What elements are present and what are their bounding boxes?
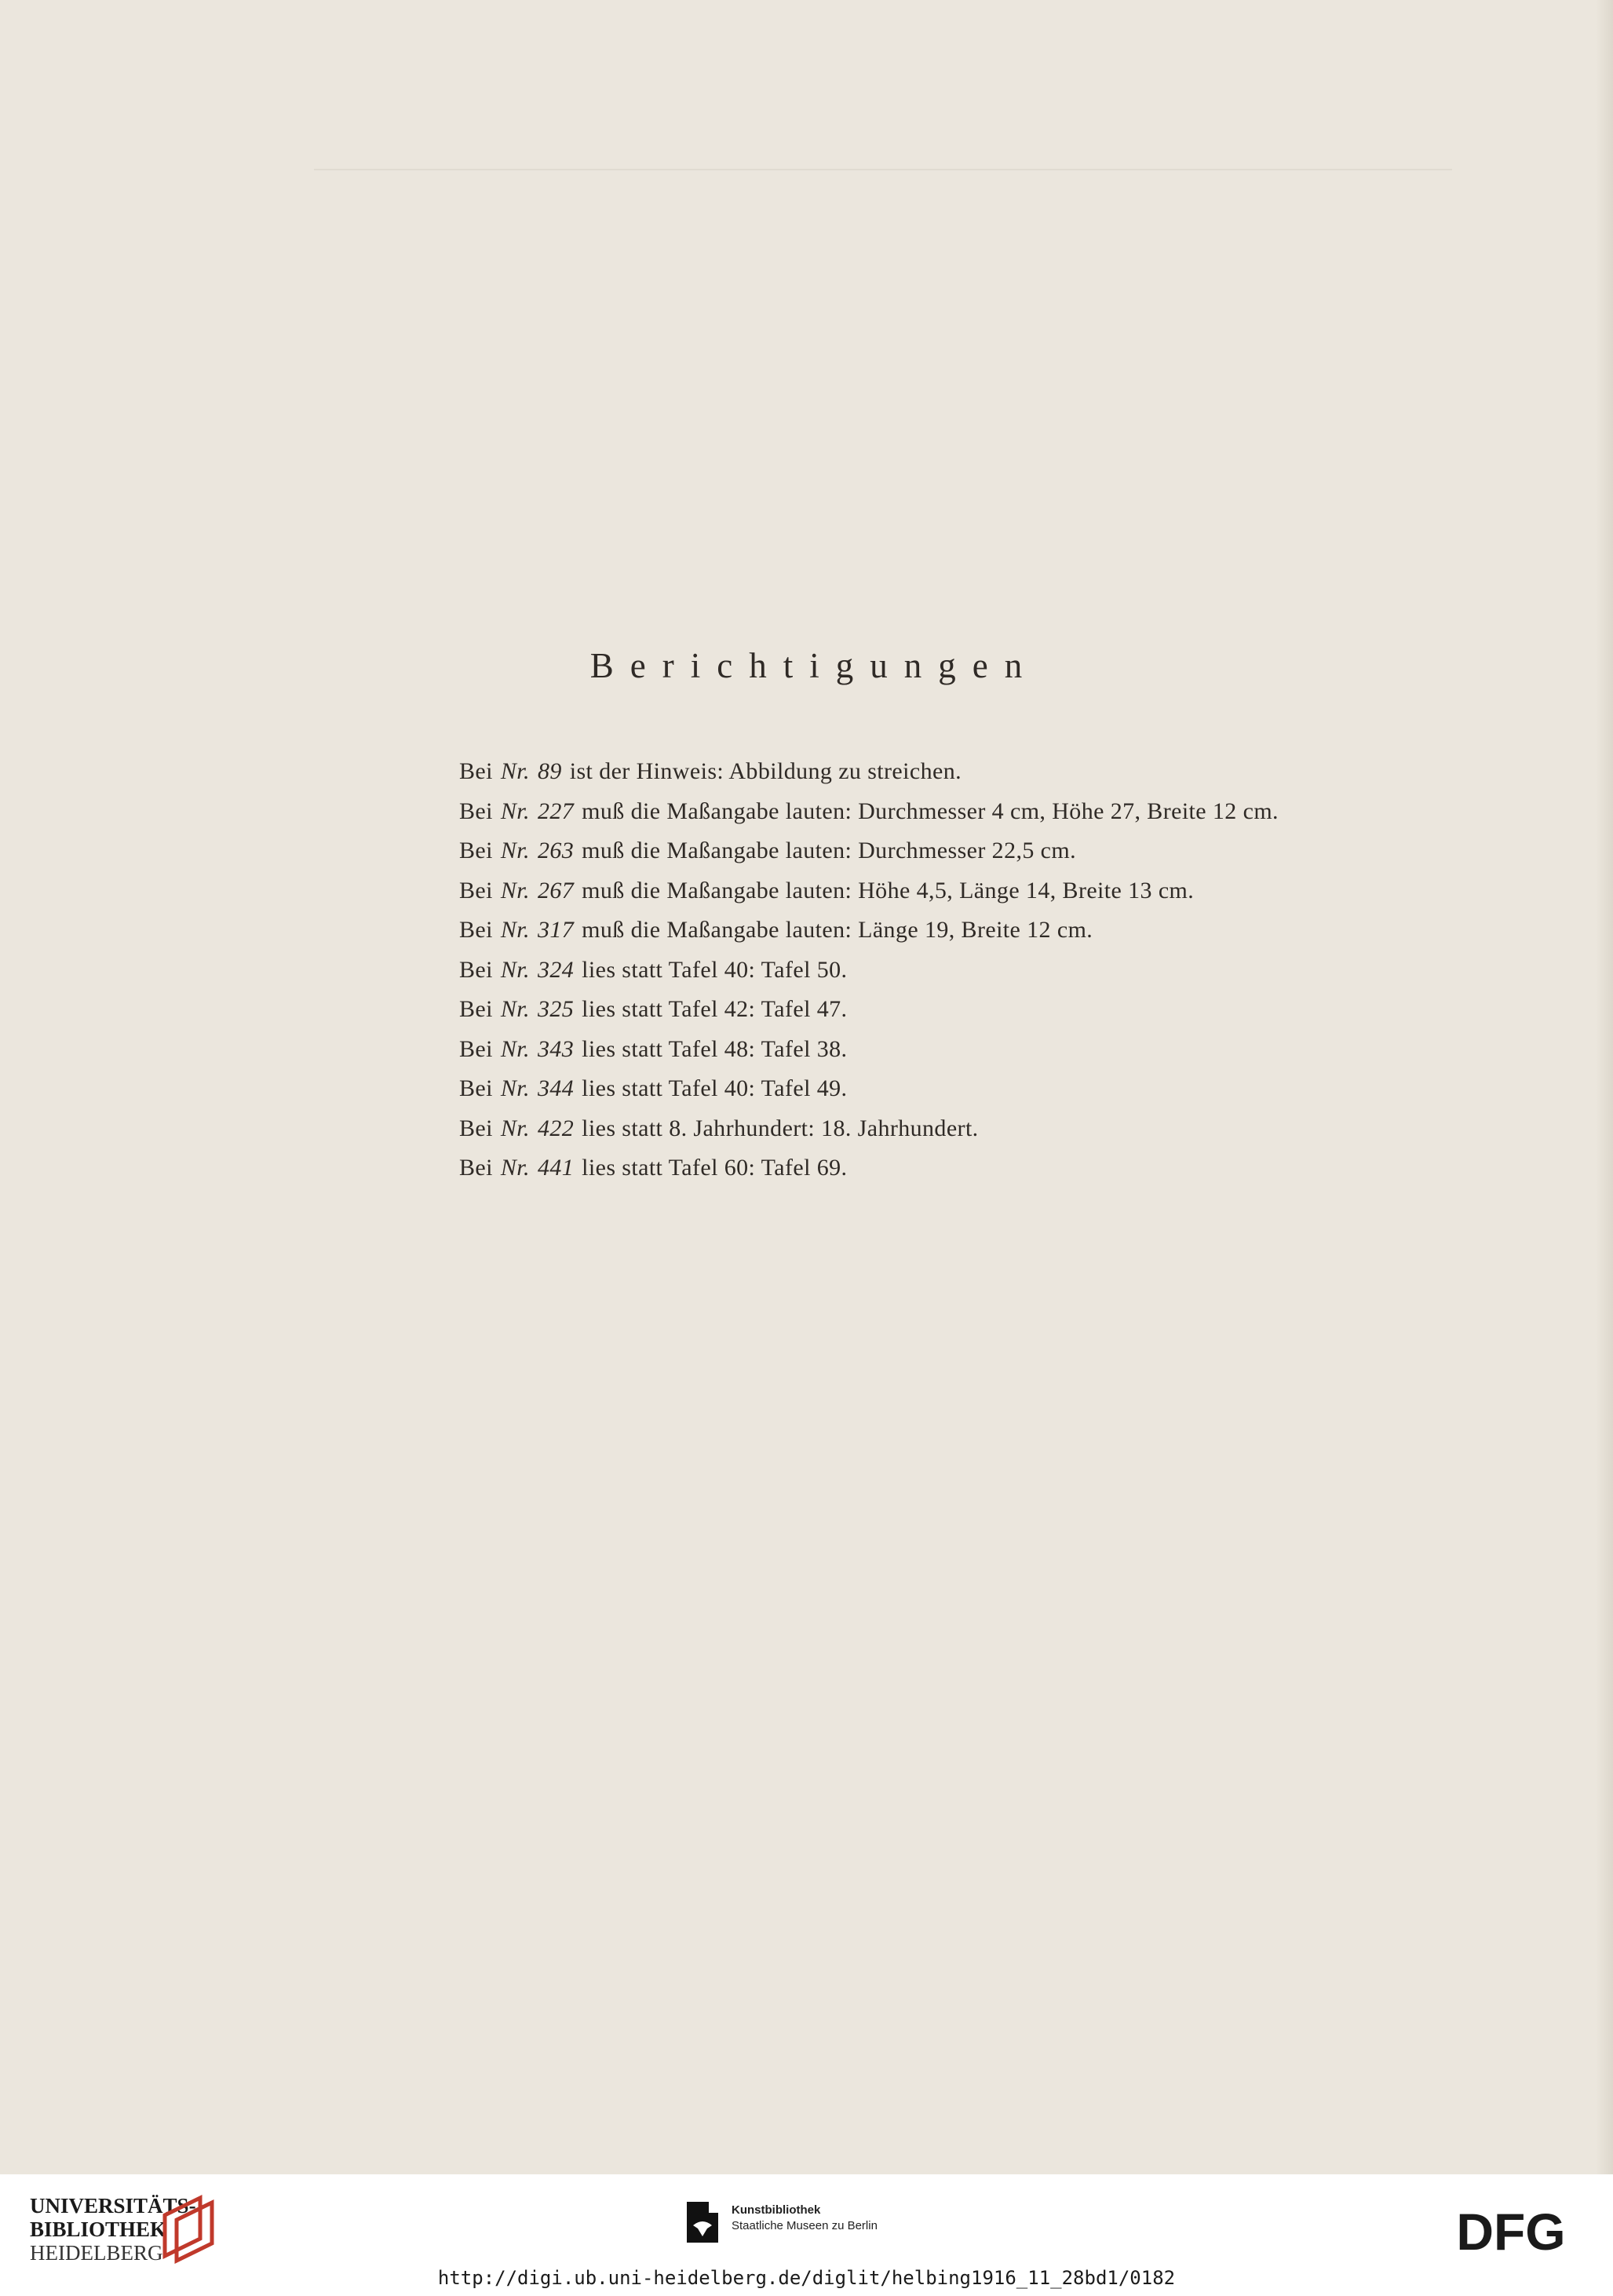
entry-prefix: Bei — [459, 1035, 493, 1062]
entry-prefix: Bei — [459, 1075, 493, 1101]
dfg-logo-icon[interactable] — [1432, 2206, 1589, 2256]
page-title: Berichtigungen — [589, 646, 1039, 686]
entry-number: 227 — [537, 798, 575, 824]
entry-prefix: Bei — [459, 798, 493, 824]
entry-text: lies statt Tafel 40: Tafel 50. — [582, 956, 848, 983]
correction-entry — [459, 1109, 1279, 1149]
entry-prefix: Bei — [459, 996, 493, 1022]
entry-nr-label: Nr. — [500, 956, 530, 983]
entry-text: lies statt Tafel 42: Tafel 47. — [582, 996, 848, 1022]
entry-nr-label: Nr. — [500, 1035, 530, 1062]
correction-entry — [459, 1030, 1279, 1070]
ub-line-1: UNIVERSITÄTS- — [30, 2194, 196, 2218]
correction-entry — [459, 792, 1279, 832]
entry-number: 267 — [537, 877, 575, 903]
entry-nr-label: Nr. — [500, 1115, 530, 1141]
dfg-logo-text: DFG — [1456, 2206, 1566, 2256]
correction-entry — [459, 1148, 1279, 1188]
kb-line-2: Staatliche Museen zu Berlin — [732, 2219, 878, 2232]
kunstbibliothek-wordmark[interactable] — [732, 2203, 878, 2234]
entry-nr-label: Nr. — [500, 798, 530, 824]
entry-text: muß die Maßangabe lauten: Durchmesser 4 cm, Höhe 27, Breite 12 cm. — [582, 798, 1279, 824]
entry-number: 263 — [537, 838, 575, 863]
correction-entry — [459, 1069, 1279, 1109]
entry-text: muß die Maßangabe lauten: Länge 19, Breite 12 cm. — [582, 917, 1093, 943]
entry-nr-label: Nr. — [500, 917, 530, 943]
entry-prefix: Bei — [459, 877, 493, 903]
entry-prefix: Bei — [459, 758, 493, 784]
entry-nr-label: Nr. — [500, 1155, 530, 1181]
entry-prefix: Bei — [459, 917, 493, 943]
entry-number: 317 — [537, 917, 575, 943]
entry-text: ist der Hinweis: Abbildung zu streichen. — [569, 758, 962, 784]
kunstbibliothek-eagle-icon[interactable] — [687, 2202, 718, 2243]
entry-number: 324 — [537, 956, 575, 983]
correction-entry — [459, 752, 1279, 792]
entry-nr-label: Nr. — [500, 1075, 530, 1101]
entry-nr-label: Nr. — [500, 877, 530, 903]
permalink-url[interactable]: http://digi.ub.uni-heidelberg.de/diglit/helbing1916_11_28bd1/0182 — [437, 2267, 1176, 2289]
correction-entry — [459, 831, 1279, 871]
entry-text: lies statt 8. Jahrhundert: 18. Jahrhundert. — [582, 1115, 979, 1141]
entry-prefix: Bei — [459, 838, 493, 863]
entry-prefix: Bei — [459, 1115, 493, 1141]
ub-heidelberg-logo-icon[interactable] — [157, 2192, 220, 2264]
ub-line-2: BIBLIOTHEK — [30, 2218, 167, 2241]
entry-number: 344 — [537, 1075, 575, 1101]
correction-entry — [459, 990, 1279, 1030]
entry-nr-label: Nr. — [500, 996, 530, 1022]
show-through-line — [314, 169, 1452, 170]
correction-entry — [459, 871, 1279, 911]
entry-prefix: Bei — [459, 1155, 493, 1181]
entry-number: 422 — [537, 1115, 575, 1141]
entry-number: 325 — [537, 996, 575, 1022]
entry-text: lies statt Tafel 60: Tafel 69. — [582, 1155, 848, 1181]
entry-prefix: Bei — [459, 956, 493, 983]
entry-nr-label: Nr. — [500, 758, 530, 784]
entry-text: lies statt Tafel 40: Tafel 49. — [582, 1075, 848, 1101]
entry-text: muß die Maßangabe lauten: Höhe 4,5, Länge 14, Breite 13 cm. — [582, 877, 1195, 903]
entry-number: 89 — [537, 758, 562, 784]
entry-text: lies statt Tafel 48: Tafel 38. — [582, 1035, 848, 1062]
entry-nr-label: Nr. — [500, 838, 530, 863]
entry-number: 343 — [537, 1035, 575, 1062]
entry-text: muß die Maßangabe lauten: Durchmesser 22,5 cm. — [582, 838, 1077, 863]
correction-entry — [459, 951, 1279, 991]
correction-entry — [459, 911, 1279, 951]
corrections-list — [459, 752, 1279, 1188]
entry-number: 441 — [537, 1155, 575, 1181]
ub-line-3: HEIDELBERG — [30, 2241, 163, 2265]
kb-line-1: Kunstbibliothek — [732, 2203, 821, 2217]
